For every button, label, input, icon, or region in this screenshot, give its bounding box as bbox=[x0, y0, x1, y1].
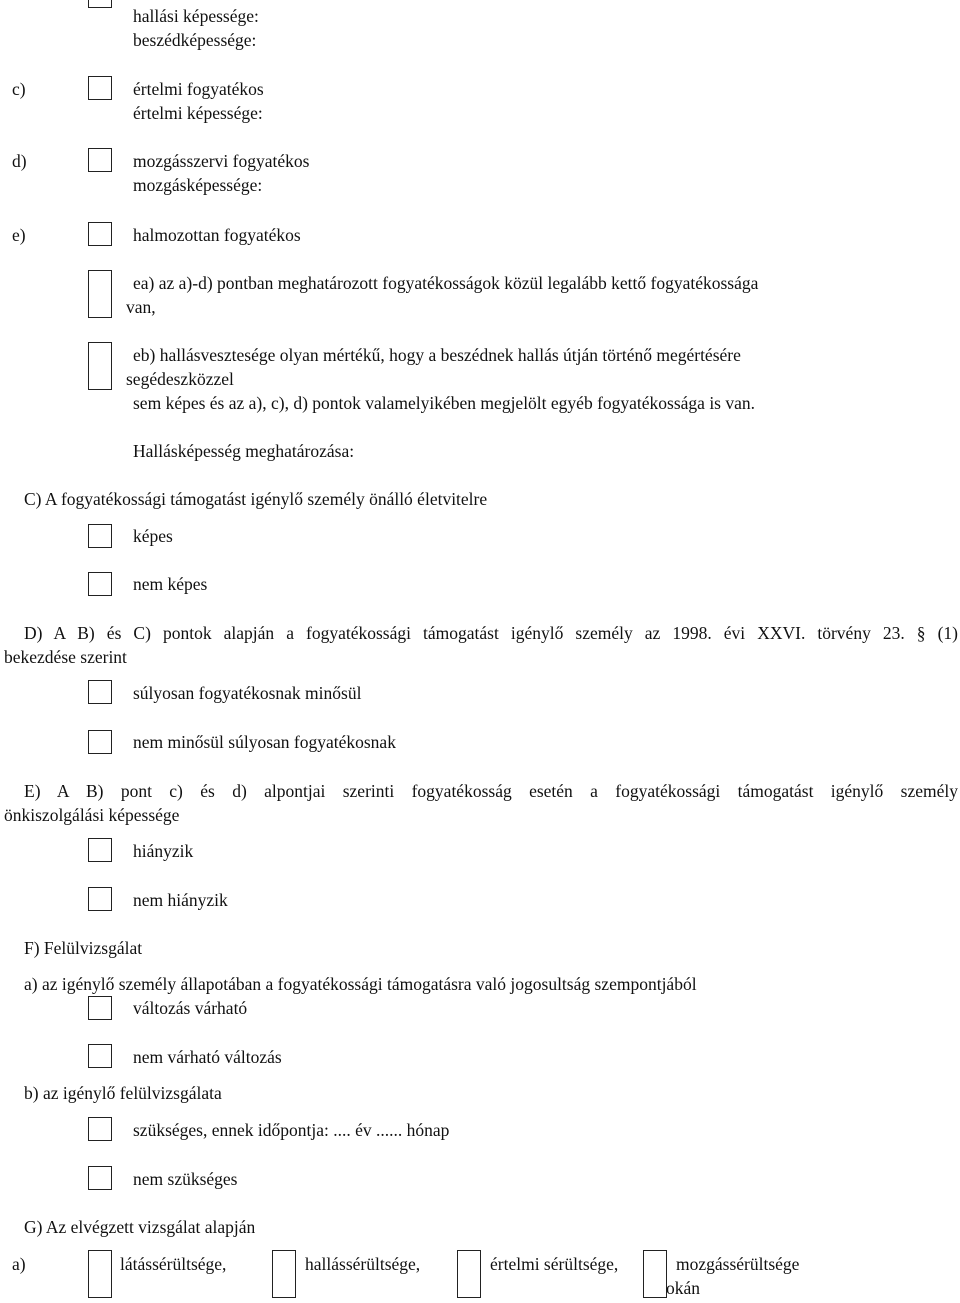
item-e-text: halmozottan fogyatékos bbox=[133, 225, 301, 245]
section-g-label: a) bbox=[12, 1254, 26, 1274]
ea-line2: van, bbox=[126, 297, 156, 317]
checkbox-latassérultseg[interactable] bbox=[88, 1250, 112, 1298]
item-d-label: d) bbox=[12, 151, 27, 171]
section-fb-line: b) az igénylő felülvizsgálata bbox=[24, 1083, 222, 1103]
option-nem-kepes: nem képes bbox=[133, 574, 208, 594]
checkbox-nem-minosul[interactable] bbox=[88, 730, 112, 754]
option-hallasserultseg: hallássérültsége, bbox=[305, 1254, 421, 1274]
option-nem-minosul: nem minősül súlyosan fogyatékosnak bbox=[133, 732, 396, 752]
section-e-line2: önkiszolgálási képessége bbox=[4, 805, 180, 825]
section-g-line2: okán bbox=[666, 1278, 701, 1298]
checkbox-halmozottan[interactable] bbox=[88, 222, 112, 246]
option-szukseges: szükséges, ennek időpontja: .... év ...... hónap bbox=[133, 1120, 450, 1140]
checkbox-nem-varhato[interactable] bbox=[88, 1044, 112, 1068]
ea-line1: ea) az a)-d) pontban meghatározott fogyatékosságok közül legalább kettő fogyatékossága bbox=[133, 273, 759, 293]
checkbox-mozgasszervi[interactable] bbox=[88, 148, 112, 172]
checkbox-nem-kepes[interactable] bbox=[88, 572, 112, 596]
option-ertelmi-serultseg: értelmi sérültsége, bbox=[490, 1254, 619, 1274]
section-g-heading: G) Az elvégzett vizsgálat alapján bbox=[24, 1217, 256, 1237]
eb-line2: segédeszközzel bbox=[126, 369, 234, 389]
option-nem-szukseges: nem szükséges bbox=[133, 1169, 238, 1189]
checkbox-hallasserultseg[interactable] bbox=[272, 1250, 296, 1298]
option-nem-varhato: nem várható változás bbox=[133, 1047, 282, 1067]
checkbox-partial[interactable] bbox=[88, 0, 112, 8]
option-valtozas-varhato: változás várható bbox=[133, 998, 248, 1018]
item-d-text: mozgásszervi fogyatékos bbox=[133, 151, 310, 171]
checkbox-nem-hianyzik[interactable] bbox=[88, 887, 112, 911]
option-sulyosan: súlyosan fogyatékosnak minősül bbox=[133, 683, 362, 703]
option-nem-hianyzik: nem hiányzik bbox=[133, 890, 228, 910]
item-d-sub: mozgásképessége: bbox=[133, 175, 263, 195]
checkbox-valtozas-varhato[interactable] bbox=[88, 996, 112, 1020]
item-e-label: e) bbox=[12, 225, 26, 245]
checkbox-nem-szukseges[interactable] bbox=[88, 1166, 112, 1190]
section-d-line1: D) A B) és C) pontok alapján a fogyatékossági támogatást igénylő személy az 1998. évi XXVI. törvény 23. § (1) bbox=[24, 623, 958, 643]
option-hianyzik: hiányzik bbox=[133, 841, 194, 861]
eb-line1: eb) hallásvesztesége olyan mértékű, hogy a beszédnek hallás útján történő megértésére bbox=[133, 345, 741, 365]
checkbox-mozgasserultseg[interactable] bbox=[643, 1250, 667, 1298]
section-d-line2: bekezdése szerint bbox=[4, 647, 127, 667]
option-kepes: képes bbox=[133, 526, 173, 546]
option-mozgasserultseg: mozgássérültsége bbox=[676, 1254, 800, 1274]
item-c-sub: értelmi képessége: bbox=[133, 103, 263, 123]
checkbox-szukseges[interactable] bbox=[88, 1117, 112, 1141]
item-c-text: értelmi fogyatékos bbox=[133, 79, 264, 99]
option-latasserultseg: látássérültsége, bbox=[120, 1254, 227, 1274]
section-f-heading: F) Felülvizsgálat bbox=[24, 938, 143, 958]
item-c-label: c) bbox=[12, 79, 26, 99]
hallaskepesseg-meghat-label: Hallásképesség meghatározása: bbox=[133, 441, 355, 461]
hallasi-kepessege-label: hallási képessége: bbox=[133, 6, 259, 26]
section-e-line1: E) A B) pont c) és d) alpontjai szerinti fogyatékosság esetén a fogyatékossági támogatást igénylő személy bbox=[24, 781, 958, 801]
checkbox-kepes[interactable] bbox=[88, 524, 112, 548]
eb-line3: sem képes és az a), c), d) pontok valamelyikében megjelölt egyéb fogyatékossága is van. bbox=[133, 393, 756, 413]
checkbox-ertelmi-serultseg[interactable] bbox=[457, 1250, 481, 1298]
checkbox-hianyzik[interactable] bbox=[88, 838, 112, 862]
checkbox-eb[interactable] bbox=[88, 342, 112, 390]
checkbox-ea[interactable] bbox=[88, 270, 112, 318]
section-fa-line: a) az igénylő személy állapotában a fogyatékossági támogatásra való jogosultság szempontjából bbox=[24, 974, 697, 994]
beszedkepessege-label: beszédképessége: bbox=[133, 30, 257, 50]
checkbox-ertelmi[interactable] bbox=[88, 76, 112, 100]
section-c-heading: C) A fogyatékossági támogatást igénylő személy önálló életvitelre bbox=[24, 489, 488, 509]
checkbox-sulyosan[interactable] bbox=[88, 680, 112, 704]
